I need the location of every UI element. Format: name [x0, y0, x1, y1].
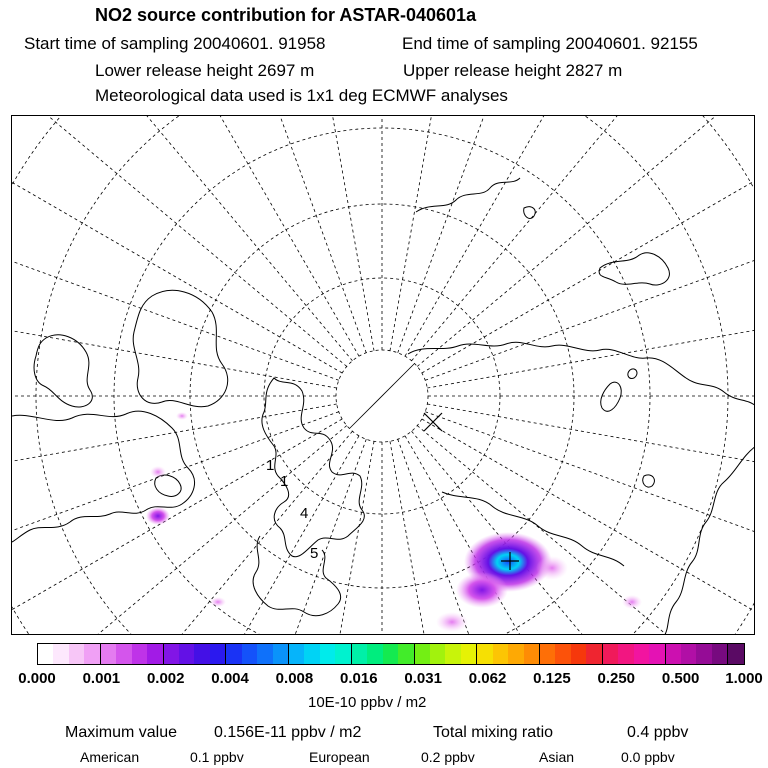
map-numeral: 4: [300, 505, 309, 522]
plume-east: [536, 556, 568, 580]
colorbar-swatch: [461, 644, 477, 664]
coastline-siberia: [408, 342, 755, 406]
colorbar-swatch: [649, 644, 665, 664]
region-value-european: 0.2 ppbv: [421, 749, 475, 765]
region-name-european: European: [309, 749, 370, 765]
colorbar-tick-label: 0.002: [146, 670, 185, 687]
colorbar-swatch: [445, 644, 460, 664]
colorbar-tick-label: 0.016: [340, 670, 378, 687]
colorbar-swatch: [226, 644, 241, 664]
lat-lon-grid: [12, 116, 755, 635]
coastline-scandinavia: [262, 378, 364, 557]
total-mixing-ratio-label: Total mixing ratio: [433, 724, 554, 741]
colorbar-swatch: [335, 644, 351, 664]
colorbar-tick-label: 0.250: [597, 670, 636, 687]
plume-west: [146, 507, 170, 525]
coastline-asia-east: [664, 446, 755, 635]
plume-west-faint: [150, 466, 166, 478]
coastline-greenland: [133, 290, 228, 406]
map-numeral: 1: [280, 473, 289, 490]
colorbar-swatch: [194, 644, 209, 664]
colorbar-swatch: [147, 644, 163, 664]
colorbar-swatch: [634, 644, 649, 664]
colorbar-unit: 10E-10 ppbv / m2: [308, 694, 427, 711]
colorbar-swatch: [273, 644, 289, 664]
colorbar: [37, 643, 745, 665]
coastline-canada-islands: [599, 253, 669, 285]
colorbar-swatch: [603, 644, 618, 664]
meridian-line: [427, 404, 755, 552]
meridian-line: [12, 419, 342, 635]
meteorological-data-note: Meteorological data used is 1x1 deg ECMWF analyses: [95, 86, 508, 105]
colorbar-swatch: [477, 644, 492, 664]
plume-north: [176, 412, 188, 420]
colorbar-swatch: [289, 644, 304, 664]
meridian-line: [405, 436, 755, 635]
colorbar-swatch: [524, 644, 540, 664]
latitude-circle: [12, 116, 755, 635]
upper-release-height: Upper release height 2827 m: [403, 61, 623, 80]
colorbar-swatch: [210, 644, 226, 664]
region-name-asian: Asian: [539, 749, 575, 765]
meridian-line: [417, 116, 755, 366]
colorbar-swatch: [586, 644, 602, 664]
colorbar-tick-label: 0.008: [275, 670, 314, 687]
colorbar-tick-label: 0.500: [661, 670, 700, 687]
colorbar-swatch: [540, 644, 555, 664]
coastline-north-america: [12, 411, 195, 542]
meridian-line: [12, 116, 359, 356]
colorbar-swatch: [555, 644, 570, 664]
meridian-line: [12, 116, 342, 373]
coastline-europe: [253, 536, 341, 616]
colorbar-swatch: [493, 644, 508, 664]
meridian-line: [427, 240, 755, 388]
meridian-line: [74, 116, 366, 353]
region-value-asian: 0.0 ppbv: [621, 749, 675, 765]
polar-map: [11, 115, 755, 635]
colorbar-swatch: [164, 644, 179, 664]
lower-release-height: Lower release height 2697 m: [95, 61, 315, 80]
meridian-line: [398, 116, 690, 353]
colorbar-swatch: [696, 644, 711, 664]
colorbar-swatch: [712, 644, 728, 664]
colorbar-swatch: [179, 644, 194, 664]
meridian-line: [405, 116, 755, 356]
meridian-line: [412, 431, 755, 635]
colorbar-swatch: [132, 644, 147, 664]
coastline-alaska: [416, 178, 520, 212]
meridian-line: [398, 439, 690, 635]
meridian-line: [12, 116, 339, 380]
colorbar-swatch: [242, 644, 257, 664]
colorbar-swatch: [430, 644, 445, 664]
colorbar-tick-label: 0.000: [18, 670, 56, 687]
colorbar-swatch: [101, 644, 116, 664]
region-name-american: American: [80, 749, 140, 765]
meridian-line: [412, 116, 755, 361]
plume-atlantic: [210, 597, 226, 607]
colorbar-swatch: [53, 644, 68, 664]
map-numeral: 1: [266, 457, 275, 474]
plume-far-east: [622, 595, 642, 609]
region-value-american: 0.1 ppbv: [190, 749, 244, 765]
colorbar-swatch: [84, 644, 100, 664]
meridian-line: [226, 441, 374, 635]
plume-tail: [456, 572, 508, 608]
colorbar-swatch: [352, 644, 367, 664]
meridian-line: [12, 426, 347, 635]
colorbar-tick-label: 0.125: [533, 670, 571, 687]
colorbar-tick-label: 0.031: [404, 670, 442, 687]
meridian-line: [12, 116, 347, 366]
colorbar-swatch: [618, 644, 633, 664]
total-mixing-ratio-value: 0.4 ppbv: [627, 724, 689, 741]
colorbar-swatch: [508, 644, 523, 664]
meridian-line: [12, 412, 339, 635]
start-time: Start time of sampling 20040601. 91958: [24, 34, 326, 53]
colorbar-swatch: [571, 644, 586, 664]
colorbar-swatch: [116, 644, 131, 664]
colorbar-tick-label: 0.062: [468, 670, 507, 687]
meridian-line: [425, 116, 755, 380]
coastline-iceland: [155, 475, 181, 496]
meridian-line: [422, 116, 755, 373]
max-value: 0.156E-11 ppbv / m2: [214, 724, 362, 741]
colorbar-swatch: [666, 644, 681, 664]
colorbar-swatch: [38, 644, 53, 664]
max-value-label: Maximum value: [65, 724, 178, 741]
colorbar-tick-label: 1.000: [725, 670, 763, 687]
colorbar-swatch: [69, 644, 84, 664]
latitude-circle: [12, 116, 755, 635]
colorbar-swatch: [257, 644, 272, 664]
plume-south: [436, 612, 468, 632]
colorbar-swatch: [383, 644, 398, 664]
pole-line: [349, 363, 414, 428]
colorbar-swatch: [728, 644, 743, 664]
colorbar-swatch: [320, 644, 335, 664]
colorbar-swatch: [398, 644, 414, 664]
colorbar-swatch: [367, 644, 382, 664]
meridian-line: [226, 116, 374, 351]
map-numerals: [266, 457, 318, 562]
map-numeral: 5: [310, 545, 319, 562]
map-canvas: [12, 116, 755, 635]
colorbar-swatch: [415, 644, 430, 664]
colorbar-tick-label: 0.004: [211, 670, 249, 687]
end-time: End time of sampling 20040601. 92155: [402, 34, 698, 53]
colorbar-swatch: [681, 644, 696, 664]
meridian-line: [390, 116, 538, 351]
coastline-japan: [601, 382, 622, 411]
colorbar-swatch: [304, 644, 319, 664]
meridian-line: [12, 431, 352, 635]
meridian-line: [12, 116, 352, 361]
figure-title: NO2 source contribution for ASTAR-040601a: [95, 5, 477, 25]
meridian-line: [12, 240, 337, 388]
colorbar-tick-label: 0.001: [82, 670, 121, 687]
